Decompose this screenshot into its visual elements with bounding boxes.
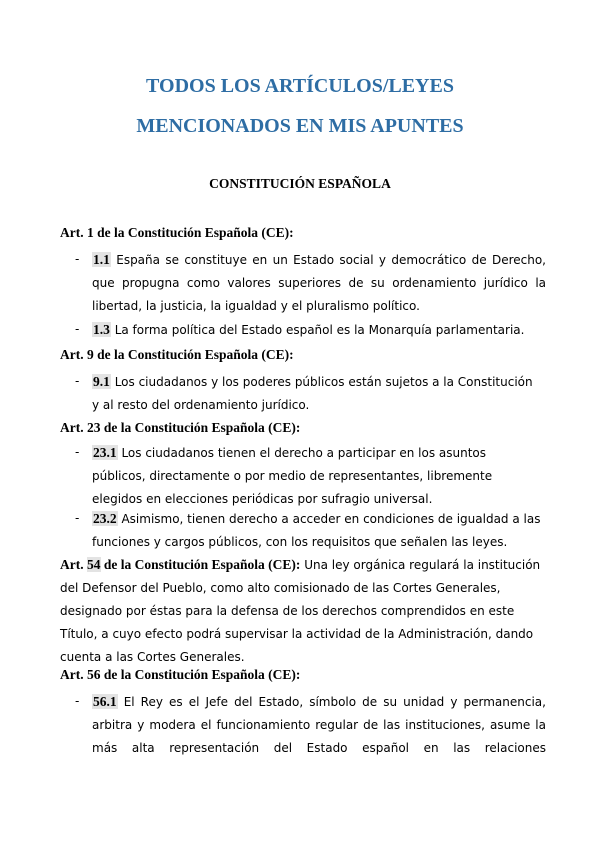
list-marker: -: [75, 694, 80, 708]
heading-suffix: de la Constitución Española (CE):: [100, 557, 301, 572]
article-text: Una ley orgánica regulará la institución del Defensor del Pueblo, como alto comisionado de las Cortes Generales, designado por éstas para la defensa de los derechos comprendidos en este Título, a cuyo efecto podrá supervisar la actividad de la Administración, dando cuenta a las Cortes Generales.: [60, 558, 541, 664]
article-23-1-item: [92, 441, 512, 511]
article-number: 56.1: [93, 694, 117, 709]
article-9-heading: Art. 9 de la Constitución Española (CE):: [60, 347, 294, 362]
article-56-1-item: [92, 690, 546, 760]
article-56-heading: Art. 56 de la Constitución Española (CE):: [60, 667, 301, 682]
article-text: El Rey es el Jefe del Estado, símbolo de su unidad y permanencia, arbitra y modera el funcionamiento regular de las instituciones, asume la más alta representación del Estado español en las relaciones: [92, 695, 546, 755]
list-marker: -: [75, 252, 80, 266]
article-1-3-item: [92, 318, 546, 342]
article-number: 23.1: [93, 445, 117, 460]
heading-number: 54: [87, 557, 101, 572]
article-text: Los ciudadanos tienen el derecho a participar en los asuntos públicos, directamente o por medio de representantes, libremente elegidos en elecciones periódicas por sufragio universal.: [92, 446, 493, 506]
article-1-heading: Art. 1 de la Constitución Española (CE):: [60, 225, 294, 240]
article-number: 23.2: [93, 511, 117, 526]
article-23-heading: Art. 23 de la Constitución Española (CE):: [60, 420, 301, 435]
list-marker: -: [75, 374, 80, 388]
article-text: La forma política del Estado español es la Monarquía parlamentaria.: [114, 323, 525, 337]
article-number: 1.1: [93, 252, 110, 267]
article-text: Los ciudadanos y los poderes públicos están sujetos a la Constitución y al resto del ordenamiento jurídico.: [92, 375, 533, 412]
section-title: CONSTITUCIÓN ESPAÑOLA: [209, 176, 391, 191]
article-23-2-item: [92, 507, 542, 554]
article-9-1-item: [92, 370, 542, 417]
list-marker: -: [75, 511, 80, 525]
article-54-heading: [60, 557, 300, 572]
list-marker: -: [75, 322, 80, 336]
list-marker: -: [75, 445, 80, 459]
article-54-paragraph: [60, 553, 546, 669]
article-text: España se constituye en un Estado social y democrático de Derecho, que propugna como valores superiores de su ordenamiento jurídico la libertad, la justicia, la igualdad y el pluralismo político.: [92, 253, 547, 313]
article-text: Asimismo, tienen derecho a acceder en condiciones de igualdad a las funciones y cargos públicos, con los requisitos que señalen las leyes.: [92, 512, 541, 549]
document-title-line-2: MENCIONADOS EN MIS APUNTES: [136, 115, 464, 137]
article-number: 1.3: [93, 322, 110, 337]
article-1-1-item: [92, 248, 546, 318]
document-title-line-1: TODOS LOS ARTÍCULOS/LEYES: [146, 75, 454, 97]
heading-prefix: Art.: [60, 557, 87, 572]
article-number: 9.1: [93, 374, 110, 389]
